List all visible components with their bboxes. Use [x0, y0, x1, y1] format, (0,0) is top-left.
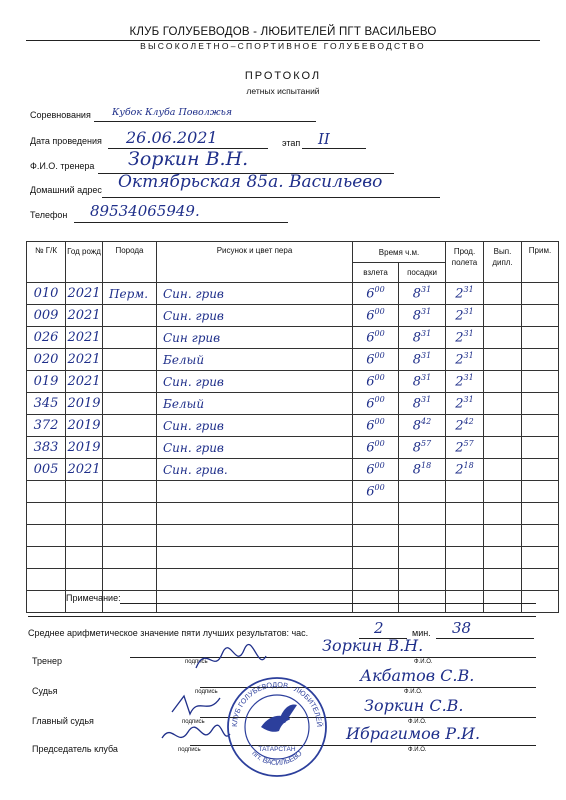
stamp-bottom-text: пгт. ВАСИЛЬЕВО [250, 748, 304, 768]
cell-duration [446, 547, 484, 569]
cell-takeoff-minutes: 00 [374, 483, 385, 493]
cell-ring-number: 005 [27, 459, 66, 481]
cell-takeoff [353, 569, 399, 591]
cell-takeoff-minutes: 00 [374, 285, 385, 295]
cell-birth-year [66, 569, 103, 591]
cell-landing-minutes: 31 [421, 373, 432, 383]
cell-breed [103, 349, 157, 371]
table-row [27, 305, 559, 327]
competition-value: Кубок Клуба Поволжья [112, 107, 233, 118]
club-subtitle: ВЫСОКОЛЕТНО–СПОРТИВНОЕ ГОЛУБЕВОДСТВО [140, 41, 426, 51]
cell-birth-year: 2021 [66, 459, 103, 481]
cell-breed [103, 437, 157, 459]
table-row [27, 547, 559, 569]
cell-note [522, 503, 559, 525]
cell-landing-minutes: 31 [421, 329, 432, 339]
cell-ring-number [27, 591, 66, 613]
trainer-signed-name: Зоркин В.Н. [322, 636, 424, 655]
cell-ring-number: 019 [27, 371, 66, 393]
cell-note [522, 437, 559, 459]
cell-landing-minutes: 57 [421, 439, 432, 449]
cell-duration-hours: 2 [455, 330, 464, 346]
table-row [27, 415, 559, 437]
header-breed: Порода [103, 242, 157, 283]
cell-duration-minutes: 18 [463, 461, 474, 471]
cell-landing [399, 393, 446, 415]
cell-landing [399, 591, 446, 613]
club-name: КЛУБ ГОЛУБЕВОДОВ - ЛЮБИТЕЛЕЙ ПГТ ВАСИЛЬЕВО [129, 26, 437, 38]
role-label-trainer: Тренер [32, 656, 62, 666]
cell-birth-year [66, 481, 103, 503]
cell-duration-hours: 2 [455, 308, 464, 324]
cell-duration-hours: 2 [455, 396, 464, 412]
cell-ring-number [27, 547, 66, 569]
cell-takeoff-hours: 6 [366, 330, 375, 346]
cell-breed [103, 415, 157, 437]
cell-takeoff [353, 371, 399, 393]
cell-ring-number: 383 [27, 437, 66, 459]
cell-birth-year [66, 525, 103, 547]
chief-judge-name-caption: Ф.И.О. [408, 719, 427, 725]
stage-value: II [318, 130, 330, 148]
phone-value: 89534065949. [90, 202, 200, 220]
header-diploma: Вып. дипл. [484, 242, 522, 283]
cell-landing-minutes: 31 [421, 307, 432, 317]
average-minutes-line [436, 638, 534, 639]
stage-line [302, 148, 366, 149]
cell-takeoff [353, 437, 399, 459]
cell-note [522, 305, 559, 327]
cell-breed [103, 327, 157, 349]
cell-duration-minutes: 57 [463, 439, 474, 449]
cell-note [522, 547, 559, 569]
table-row [27, 503, 559, 525]
judge-signed-name: Акбатов С.В. [360, 666, 475, 685]
cell-ring-number: 372 [27, 415, 66, 437]
cell-birth-year: 2021 [66, 349, 103, 371]
cell-takeoff [353, 305, 399, 327]
cell-landing-minutes: 42 [421, 417, 432, 427]
table-row [27, 393, 559, 415]
dove-icon [261, 705, 297, 732]
cell-duration [446, 591, 484, 613]
cell-ring-number [27, 503, 66, 525]
cell-note [522, 481, 559, 503]
cell-duration-minutes: 31 [463, 351, 474, 361]
cell-breed [103, 393, 157, 415]
cell-note [522, 393, 559, 415]
cell-ring-number: 345 [27, 393, 66, 415]
cell-duration [446, 569, 484, 591]
cell-duration-hours: 2 [455, 462, 464, 478]
chairman-signature-caption: подпись [178, 747, 201, 753]
cell-diploma [484, 503, 522, 525]
cell-diploma [484, 459, 522, 481]
cell-duration-minutes: 42 [463, 417, 474, 427]
cell-birth-year: 2021 [66, 371, 103, 393]
document-subtitle: летных испытаний [246, 86, 320, 96]
cell-breed [103, 459, 157, 481]
judge-name-caption: Ф.И.О. [404, 689, 423, 695]
header-year: Год рожд [66, 242, 103, 283]
cell-landing [399, 349, 446, 371]
cell-ring-number: 009 [27, 305, 66, 327]
cell-diploma [484, 349, 522, 371]
cell-duration-hours: 2 [455, 440, 464, 456]
cell-birth-year: 2019 [66, 437, 103, 459]
cell-landing [399, 327, 446, 349]
cell-landing-minutes: 31 [421, 395, 432, 405]
date-value: 26.06.2021 [126, 128, 218, 147]
role-label-judge: Судья [32, 686, 58, 696]
trainer-sign-line [130, 657, 536, 658]
cell-takeoff-hours: 6 [366, 440, 375, 456]
trainer-signature [192, 640, 272, 680]
cell-duration [446, 349, 484, 371]
header-color: Рисунок и цвет пера [157, 242, 353, 283]
cell-takeoff [353, 503, 399, 525]
average-minutes: 38 [452, 619, 472, 637]
cell-duration [446, 393, 484, 415]
cell-diploma [484, 393, 522, 415]
cell-color: Син грив [157, 327, 353, 349]
cell-duration-hours: 2 [455, 286, 464, 302]
table-row [27, 569, 559, 591]
table-row [27, 283, 559, 305]
cell-duration [446, 327, 484, 349]
cell-takeoff-minutes: 00 [374, 395, 385, 405]
cell-note [522, 283, 559, 305]
cell-diploma [484, 371, 522, 393]
cell-landing [399, 569, 446, 591]
cell-duration [446, 481, 484, 503]
header-num: № Г/К [27, 242, 66, 283]
cell-diploma [484, 481, 522, 503]
cell-takeoff [353, 283, 399, 305]
chairman-name-caption: Ф.И.О. [408, 747, 427, 753]
cell-note [522, 459, 559, 481]
cell-note [522, 569, 559, 591]
cell-landing-hours: 8 [412, 330, 422, 346]
cell-color: Син. грив [157, 371, 353, 393]
cell-note [522, 525, 559, 547]
cell-ring-number [27, 481, 66, 503]
cell-birth-year: 2021 [66, 283, 103, 305]
cell-breed [103, 525, 157, 547]
minutes-label: мин. [412, 628, 431, 638]
cell-duration [446, 283, 484, 305]
cell-takeoff-hours: 6 [366, 374, 375, 390]
cell-takeoff [353, 349, 399, 371]
phone-label: Телефон [30, 210, 68, 220]
cell-landing-hours: 8 [412, 352, 422, 368]
cell-note [522, 327, 559, 349]
cell-ring-number: 010 [27, 283, 66, 305]
chief-judge-signed-name: Зоркин С.В. [364, 696, 464, 715]
average-label: Среднее арифметическое значение пяти лучших результатов: час. [28, 628, 309, 638]
competition-label: Соревнования [30, 110, 91, 120]
cell-birth-year [66, 503, 103, 525]
note-line-2 [28, 616, 536, 617]
cell-note [522, 371, 559, 393]
trainer-signature-caption: подпись [185, 659, 208, 665]
cell-color [157, 525, 353, 547]
cell-birth-year: 2021 [66, 305, 103, 327]
cell-landing-hours: 8 [412, 308, 422, 324]
table-row [27, 459, 559, 481]
cell-takeoff-hours: 6 [366, 484, 375, 500]
cell-color [157, 547, 353, 569]
cell-birth-year [66, 547, 103, 569]
cell-duration-hours: 2 [455, 374, 464, 390]
flight-results-table [26, 241, 559, 613]
cell-diploma [484, 305, 522, 327]
cell-note [522, 415, 559, 437]
role-label-chairman: Председатель клуба [32, 744, 118, 754]
header-note: Прим. [522, 242, 559, 283]
cell-color: Син. грив. [157, 459, 353, 481]
table-row [27, 327, 559, 349]
trainer-name-caption: Ф.И.О. [414, 659, 433, 665]
cell-takeoff-minutes: 00 [374, 373, 385, 383]
cell-diploma [484, 327, 522, 349]
cell-birth-year: 2021 [66, 327, 103, 349]
cell-takeoff-hours: 6 [366, 286, 375, 302]
cell-duration [446, 503, 484, 525]
cell-color: Белый [157, 349, 353, 371]
cell-takeoff-minutes: 00 [374, 417, 385, 427]
cell-diploma [484, 437, 522, 459]
cell-landing-minutes: 31 [421, 351, 432, 361]
chief-judge-signature [168, 690, 228, 720]
cell-takeoff-hours: 6 [366, 462, 375, 478]
cell-duration [446, 371, 484, 393]
document-title: ПРОТОКОЛ [244, 70, 322, 82]
cell-takeoff-hours: 6 [366, 352, 375, 368]
cell-birth-year: 2019 [66, 393, 103, 415]
cell-diploma [484, 591, 522, 613]
competition-line [94, 121, 316, 122]
chief-judge-signature-caption: подпись [182, 719, 205, 725]
cell-takeoff-hours: 6 [366, 396, 375, 412]
cell-landing-minutes: 31 [421, 285, 432, 295]
cell-duration-hours: 2 [455, 352, 464, 368]
cell-landing-hours: 8 [412, 440, 422, 456]
cell-duration [446, 459, 484, 481]
date-label: Дата проведения [30, 136, 102, 146]
cell-diploma [484, 547, 522, 569]
chairman-signed-name: Ибрагимов Р.И. [346, 724, 481, 743]
cell-duration-minutes: 31 [463, 329, 474, 339]
cell-duration [446, 525, 484, 547]
cell-landing [399, 415, 446, 437]
club-stamp [225, 675, 329, 779]
cell-color [157, 591, 353, 613]
cell-takeoff-hours: 6 [366, 308, 375, 324]
table-row [27, 437, 559, 459]
cell-color [157, 569, 353, 591]
cell-landing-hours: 8 [412, 396, 422, 412]
cell-takeoff-minutes: 00 [374, 461, 385, 471]
cell-breed [103, 371, 157, 393]
cell-landing [399, 481, 446, 503]
trainer-value: Зоркин В.Н. [128, 148, 249, 170]
cell-color: Белый [157, 393, 353, 415]
cell-diploma [484, 525, 522, 547]
cell-diploma [484, 283, 522, 305]
cell-diploma [484, 569, 522, 591]
cell-breed [103, 481, 157, 503]
cell-takeoff [353, 591, 399, 613]
chairman-signature [158, 720, 234, 750]
cell-diploma [484, 415, 522, 437]
note-label: Примечание: [66, 593, 121, 603]
cell-duration [446, 437, 484, 459]
cell-landing [399, 305, 446, 327]
cell-landing [399, 437, 446, 459]
cell-takeoff [353, 525, 399, 547]
table-row [27, 525, 559, 547]
judge-signature-caption: подпись [195, 689, 218, 695]
cell-breed [103, 503, 157, 525]
cell-takeoff-minutes: 00 [374, 329, 385, 339]
table-row [27, 481, 559, 503]
header-landing: посадки [399, 263, 446, 283]
cell-breed [103, 305, 157, 327]
cell-duration-minutes: 31 [463, 373, 474, 383]
table-row [27, 349, 559, 371]
cell-ring-number: 020 [27, 349, 66, 371]
cell-note [522, 591, 559, 613]
note-line [120, 603, 536, 604]
cell-duration-minutes: 31 [463, 285, 474, 295]
stage-label: этап [282, 138, 301, 148]
trainer-label: Ф.И.О. тренера [30, 161, 95, 171]
cell-landing [399, 371, 446, 393]
cell-takeoff [353, 415, 399, 437]
cell-color: Син. грив [157, 415, 353, 437]
cell-ring-number [27, 525, 66, 547]
table-row [27, 371, 559, 393]
cell-landing [399, 283, 446, 305]
cell-landing [399, 525, 446, 547]
cell-ring-number [27, 569, 66, 591]
cell-takeoff-minutes: 00 [374, 307, 385, 317]
cell-takeoff-minutes: 00 [374, 351, 385, 361]
header-time: Время ч.м. [353, 242, 446, 263]
cell-takeoff [353, 327, 399, 349]
address-line [102, 197, 440, 198]
cell-landing [399, 459, 446, 481]
cell-duration [446, 305, 484, 327]
cell-breed: Перм. [103, 283, 157, 305]
cell-breed [103, 547, 157, 569]
cell-takeoff [353, 393, 399, 415]
header-duration: Прод. полета [446, 242, 484, 283]
cell-takeoff-minutes: 00 [374, 439, 385, 449]
cell-landing-hours: 8 [412, 374, 422, 390]
cell-duration-hours: 2 [455, 418, 464, 434]
cell-birth-year: 2019 [66, 415, 103, 437]
header-takeoff: взлета [353, 263, 399, 283]
role-label-chief-judge: Главный судья [32, 716, 94, 726]
address-label: Домашний адрес [30, 185, 102, 195]
stamp-outer-text: КЛУБ ГОЛУБЕВОДОВ - ЛЮБИТЕЛЕЙ [229, 679, 325, 728]
cell-color: Син. грив [157, 283, 353, 305]
phone-line [74, 222, 288, 223]
cell-color [157, 503, 353, 525]
cell-color [157, 481, 353, 503]
cell-duration-minutes: 31 [463, 307, 474, 317]
cell-ring-number: 026 [27, 327, 66, 349]
cell-breed [103, 569, 157, 591]
cell-duration [446, 415, 484, 437]
stamp-inner-text: ТАТАРСТАН [258, 746, 296, 753]
average-hours: 2 [374, 619, 384, 637]
cell-color: Син. грив [157, 305, 353, 327]
cell-duration-minutes: 31 [463, 395, 474, 405]
cell-landing-minutes: 18 [421, 461, 432, 471]
cell-takeoff-hours: 6 [366, 418, 375, 434]
cell-landing-hours: 8 [412, 286, 422, 302]
cell-landing-hours: 8 [412, 462, 422, 478]
cell-takeoff [353, 481, 399, 503]
cell-color: Син. грив [157, 437, 353, 459]
cell-takeoff [353, 547, 399, 569]
cell-landing [399, 547, 446, 569]
address-value: Октябрьская 85а. Васильево [118, 172, 383, 192]
cell-note [522, 349, 559, 371]
cell-landing [399, 503, 446, 525]
cell-takeoff [353, 459, 399, 481]
cell-landing-hours: 8 [412, 418, 422, 434]
